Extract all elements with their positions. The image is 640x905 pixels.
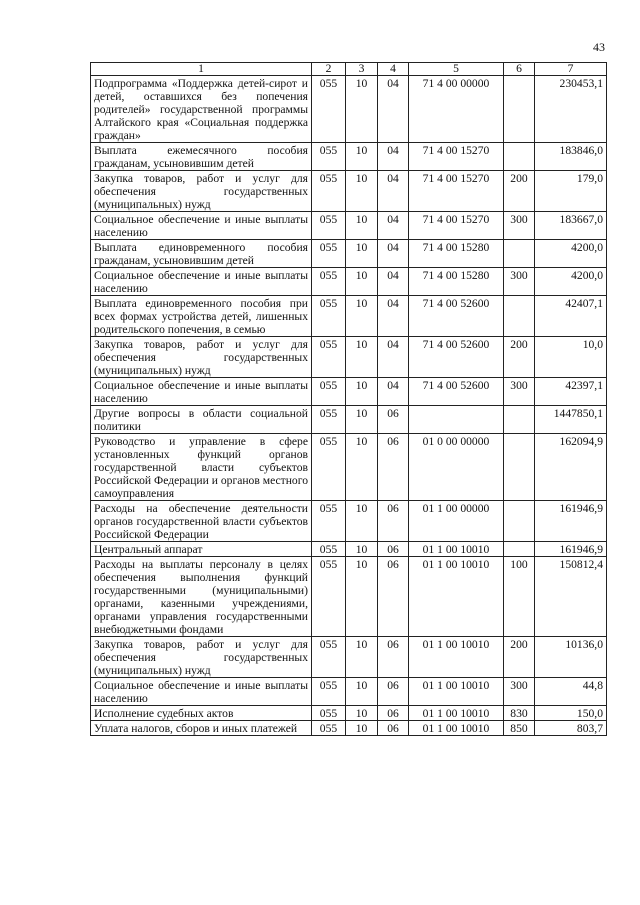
page-number: 43: [593, 40, 605, 54]
target-article-cell: 01 0 00 00000: [409, 434, 504, 501]
amount-cell: 803,7: [535, 721, 607, 736]
ministry-code-cell: 055: [312, 501, 346, 542]
table-row: [91, 721, 607, 736]
table-row: [91, 171, 607, 212]
section-code-cell: 10: [346, 171, 378, 212]
section-code-cell: 10: [346, 268, 378, 296]
amount-cell: 183846,0: [535, 143, 607, 171]
row-name-cell: Уплата налогов, сборов и иных платежей: [91, 721, 312, 736]
ministry-code-cell: 055: [312, 240, 346, 268]
ministry-code-cell: 055: [312, 542, 346, 557]
ministry-code-cell: 055: [312, 637, 346, 678]
amount-cell: 179,0: [535, 171, 607, 212]
target-article-cell: [409, 406, 504, 434]
header-cell: 4: [378, 63, 409, 76]
subsection-code-cell: 04: [378, 143, 409, 171]
ministry-code-cell: 055: [312, 143, 346, 171]
section-code-cell: 10: [346, 296, 378, 337]
subsection-code-cell: 04: [378, 240, 409, 268]
expense-type-cell: 300: [504, 378, 535, 406]
section-code-cell: 10: [346, 76, 378, 143]
table-row: [91, 268, 607, 296]
target-article-cell: 01 1 00 10010: [409, 706, 504, 721]
ministry-code-cell: 055: [312, 171, 346, 212]
expense-type-cell: 300: [504, 268, 535, 296]
row-name-cell: Расходы на обеспечение деятельности органов государственной власти субъектов Российской Федерации: [91, 501, 312, 542]
target-article-cell: 71 4 00 15270: [409, 171, 504, 212]
amount-cell: 42407,1: [535, 296, 607, 337]
expense-type-cell: 200: [504, 637, 535, 678]
section-code-cell: 10: [346, 212, 378, 240]
expense-type-cell: [504, 434, 535, 501]
amount-cell: 162094,9: [535, 434, 607, 501]
row-name-cell: Социальное обеспечение и иные выплаты населению: [91, 378, 312, 406]
amount-cell: 4200,0: [535, 268, 607, 296]
amount-cell: 230453,1: [535, 76, 607, 143]
target-article-cell: 71 4 00 52600: [409, 378, 504, 406]
header-cell: 3: [346, 63, 378, 76]
subsection-code-cell: 04: [378, 296, 409, 337]
table-row: [91, 434, 607, 501]
target-article-cell: 01 1 00 10010: [409, 721, 504, 736]
section-code-cell: 10: [346, 678, 378, 706]
target-article-cell: 71 4 00 15270: [409, 212, 504, 240]
row-name-cell: Социальное обеспечение и иные выплаты населению: [91, 212, 312, 240]
expense-type-cell: 200: [504, 171, 535, 212]
row-name-cell: Закупка товаров, работ и услуг для обеспечения государственных (муниципальных) нужд: [91, 171, 312, 212]
amount-cell: 10,0: [535, 337, 607, 378]
amount-cell: 161946,9: [535, 542, 607, 557]
expense-type-cell: [504, 296, 535, 337]
ministry-code-cell: 055: [312, 406, 346, 434]
ministry-code-cell: 055: [312, 721, 346, 736]
ministry-code-cell: 055: [312, 557, 346, 637]
table-row: [91, 378, 607, 406]
header-cell: 1: [91, 63, 312, 76]
target-article-cell: 01 1 00 10010: [409, 557, 504, 637]
section-code-cell: 10: [346, 501, 378, 542]
ministry-code-cell: 055: [312, 268, 346, 296]
target-article-cell: 71 4 00 15280: [409, 240, 504, 268]
target-article-cell: 71 4 00 15280: [409, 268, 504, 296]
subsection-code-cell: 06: [378, 678, 409, 706]
section-code-cell: 10: [346, 240, 378, 268]
row-name-cell: Социальное обеспечение и иные выплаты населению: [91, 678, 312, 706]
table-row: [91, 212, 607, 240]
section-code-cell: 10: [346, 143, 378, 171]
ministry-code-cell: 055: [312, 678, 346, 706]
row-name-cell: Другие вопросы в области социальной политики: [91, 406, 312, 434]
section-code-cell: 10: [346, 542, 378, 557]
row-name-cell: Руководство и управление в сфере установленных функций органов государственной власти субъектов Российской Федерации и органов местного самоуправления: [91, 434, 312, 501]
section-code-cell: 10: [346, 706, 378, 721]
table-row: [91, 557, 607, 637]
table-row: [91, 296, 607, 337]
target-article-cell: 71 4 00 52600: [409, 337, 504, 378]
header-cell: 2: [312, 63, 346, 76]
amount-cell: 4200,0: [535, 240, 607, 268]
amount-cell: 42397,1: [535, 378, 607, 406]
header-row: [91, 63, 607, 76]
amount-cell: 10136,0: [535, 637, 607, 678]
table-row: [91, 501, 607, 542]
section-code-cell: 10: [346, 406, 378, 434]
subsection-code-cell: 06: [378, 406, 409, 434]
subsection-code-cell: 04: [378, 378, 409, 406]
row-name-cell: Закупка товаров, работ и услуг для обеспечения государственных (муниципальных) нужд: [91, 337, 312, 378]
section-code-cell: 10: [346, 557, 378, 637]
expense-type-cell: 830: [504, 706, 535, 721]
target-article-cell: 71 4 00 15270: [409, 143, 504, 171]
table-row: [91, 637, 607, 678]
target-article-cell: 01 1 00 00000: [409, 501, 504, 542]
expense-type-cell: [504, 406, 535, 434]
subsection-code-cell: 04: [378, 268, 409, 296]
ministry-code-cell: 055: [312, 337, 346, 378]
table-body: [91, 76, 607, 736]
amount-cell: 44,8: [535, 678, 607, 706]
header-cell: 6: [504, 63, 535, 76]
expense-type-cell: [504, 240, 535, 268]
row-name-cell: Центральный аппарат: [91, 542, 312, 557]
row-name-cell: Исполнение судебных актов: [91, 706, 312, 721]
subsection-code-cell: 06: [378, 434, 409, 501]
table-row: [91, 143, 607, 171]
table-row: [91, 406, 607, 434]
expense-type-cell: [504, 542, 535, 557]
row-name-cell: Выплата ежемесячного пособия гражданам, усыновившим детей: [91, 143, 312, 171]
subsection-code-cell: 06: [378, 557, 409, 637]
row-name-cell: Расходы на выплаты персоналу в целях обеспечения выполнения функций государственными (муниципальными) органами, казенными учреждениями, органами управления государственными внебюджетными фондами: [91, 557, 312, 637]
target-article-cell: 71 4 00 52600: [409, 296, 504, 337]
ministry-code-cell: 055: [312, 212, 346, 240]
section-code-cell: 10: [346, 337, 378, 378]
ministry-code-cell: 055: [312, 296, 346, 337]
amount-cell: 161946,9: [535, 501, 607, 542]
subsection-code-cell: 06: [378, 501, 409, 542]
subsection-code-cell: 04: [378, 171, 409, 212]
expense-type-cell: [504, 76, 535, 143]
subsection-code-cell: 04: [378, 76, 409, 143]
table-row: [91, 240, 607, 268]
target-article-cell: 01 1 00 10010: [409, 542, 504, 557]
expense-type-cell: 300: [504, 212, 535, 240]
section-code-cell: 10: [346, 434, 378, 501]
expense-type-cell: [504, 143, 535, 171]
section-code-cell: 10: [346, 378, 378, 406]
table-row: [91, 706, 607, 721]
row-name-cell: Выплата единовременного пособия гражданам, усыновившим детей: [91, 240, 312, 268]
row-name-cell: Закупка товаров, работ и услуг для обеспечения государственных (муниципальных) нужд: [91, 637, 312, 678]
ministry-code-cell: 055: [312, 76, 346, 143]
target-article-cell: 71 4 00 00000: [409, 76, 504, 143]
section-code-cell: 10: [346, 721, 378, 736]
amount-cell: 150,0: [535, 706, 607, 721]
target-article-cell: 01 1 00 10010: [409, 678, 504, 706]
expense-type-cell: 850: [504, 721, 535, 736]
subsection-code-cell: 04: [378, 212, 409, 240]
table-row: [91, 337, 607, 378]
ministry-code-cell: 055: [312, 378, 346, 406]
expense-type-cell: 100: [504, 557, 535, 637]
budget-table: [90, 62, 607, 736]
amount-cell: 150812,4: [535, 557, 607, 637]
ministry-code-cell: 055: [312, 434, 346, 501]
expense-type-cell: [504, 501, 535, 542]
row-name-cell: Выплата единовременного пособия при всех формах устройства детей, лишенных родительского попечения, в семью: [91, 296, 312, 337]
subsection-code-cell: 06: [378, 706, 409, 721]
ministry-code-cell: 055: [312, 706, 346, 721]
subsection-code-cell: 06: [378, 637, 409, 678]
table-row: [91, 678, 607, 706]
row-name-cell: Социальное обеспечение и иные выплаты населению: [91, 268, 312, 296]
subsection-code-cell: 06: [378, 721, 409, 736]
target-article-cell: 01 1 00 10010: [409, 637, 504, 678]
table-row: [91, 76, 607, 143]
expense-type-cell: 300: [504, 678, 535, 706]
table-row: [91, 542, 607, 557]
subsection-code-cell: 06: [378, 542, 409, 557]
amount-cell: 183667,0: [535, 212, 607, 240]
amount-cell: 1447850,1: [535, 406, 607, 434]
header-cell: 5: [409, 63, 504, 76]
header-cell: 7: [535, 63, 607, 76]
expense-type-cell: 200: [504, 337, 535, 378]
section-code-cell: 10: [346, 637, 378, 678]
row-name-cell: Подпрограмма «Поддержка детей-сирот и детей, оставшихся без попечения родителей» государственной программы Алтайского края «Социальная поддержка граждан»: [91, 76, 312, 143]
subsection-code-cell: 04: [378, 337, 409, 378]
